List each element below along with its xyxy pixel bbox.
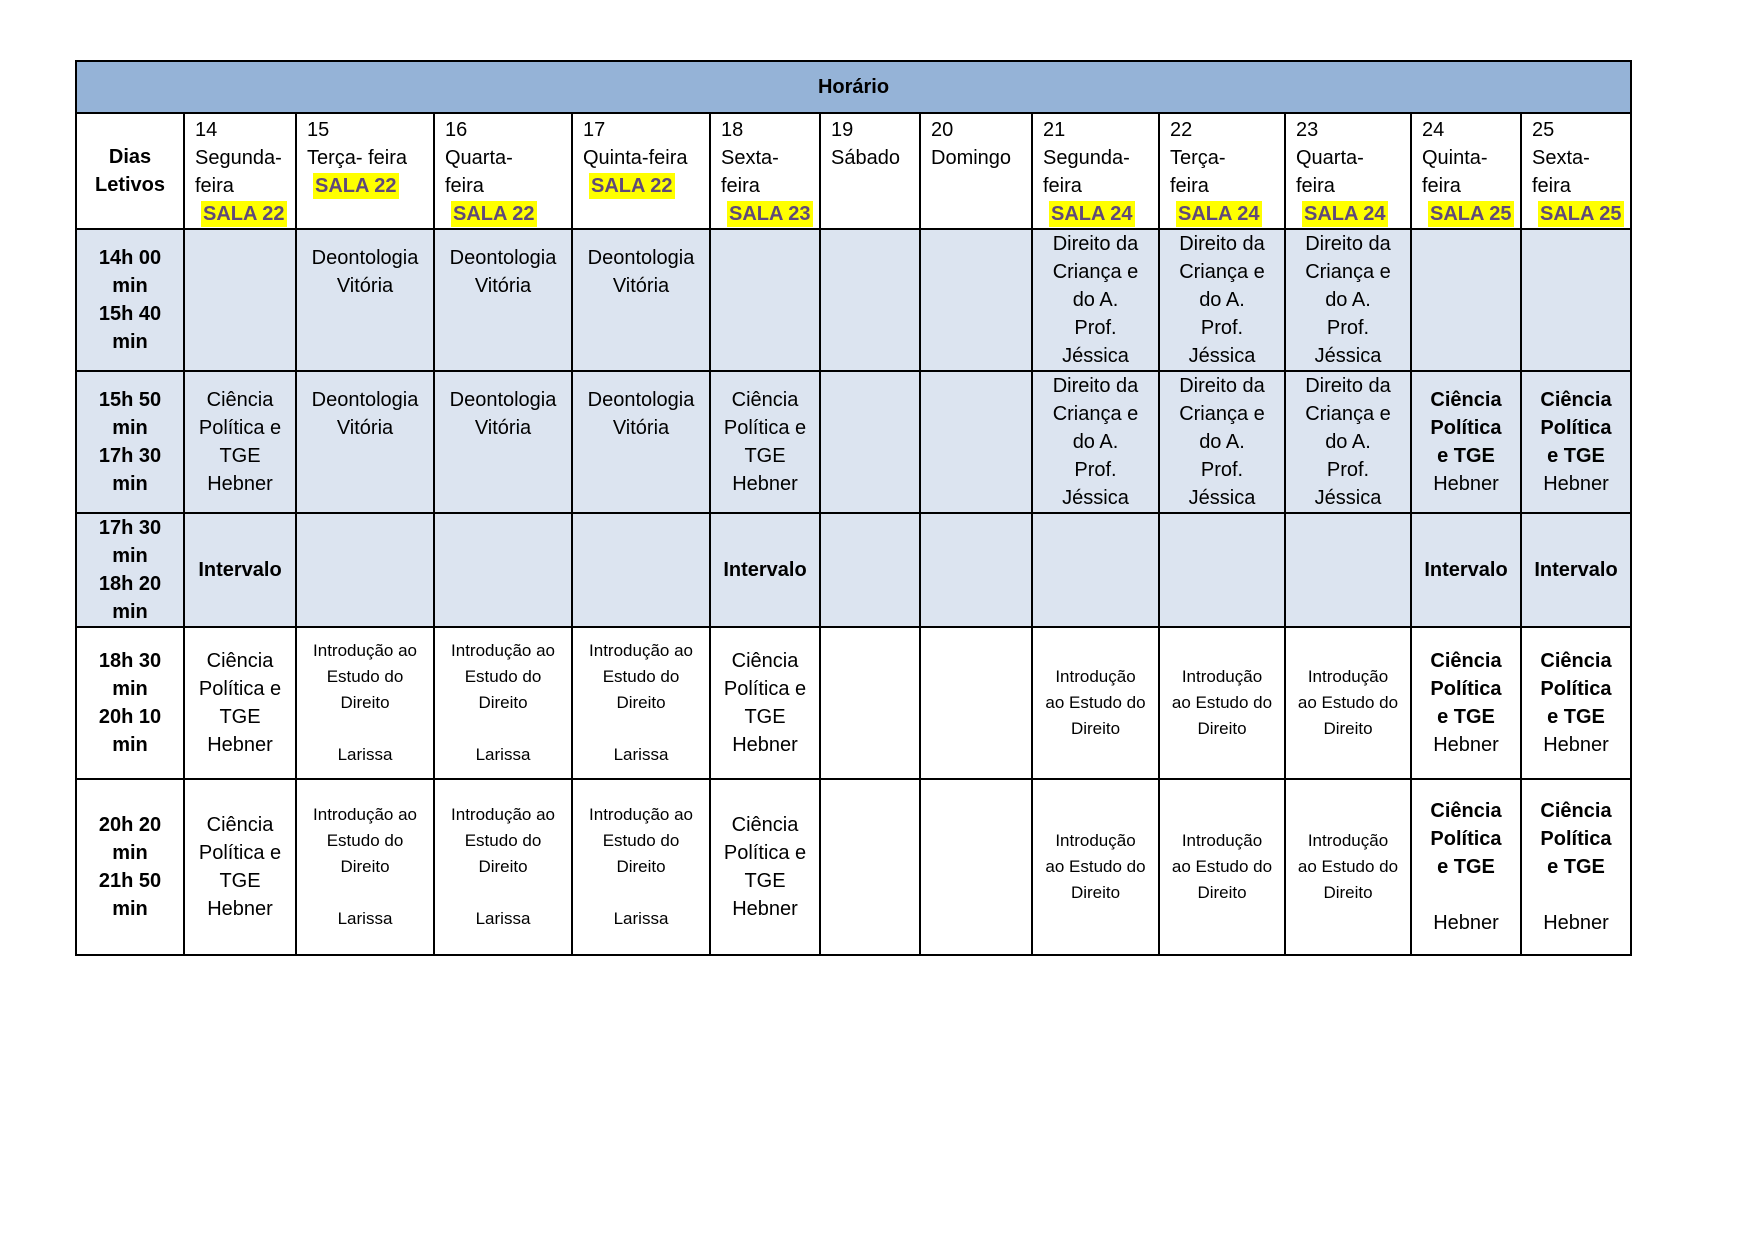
class-cell — [710, 229, 820, 371]
class-cell — [1411, 229, 1521, 371]
room-badge: SALA 24 — [1051, 203, 1133, 225]
class-text: Introdução ao Estudo do Direito — [1045, 831, 1146, 902]
class-cell — [296, 513, 434, 627]
class-cell — [820, 779, 920, 955]
day-header — [296, 113, 434, 229]
class-subject: Intervalo — [1534, 559, 1618, 581]
class-cell — [1521, 779, 1631, 955]
schedule-table — [75, 60, 1632, 956]
class-text: Introdução ao Estudo do Direito Larissa — [313, 805, 417, 928]
day-name: Sexta- feira — [721, 147, 779, 197]
day-number: 15 — [307, 119, 330, 141]
day-number: 21 — [1043, 119, 1066, 141]
class-subject: Ciência Política e TGE — [1430, 800, 1502, 878]
day-name: Sexta- feira — [1532, 147, 1590, 197]
day-number: 20 — [931, 119, 954, 141]
room-badge: SALA 22 — [203, 203, 285, 225]
time-slot-label: 14h 00 min 15h 40 min — [76, 229, 184, 371]
class-cell — [1521, 371, 1631, 513]
class-text: Introdução ao Estudo do Direito Larissa — [451, 641, 555, 764]
class-cell — [1159, 779, 1285, 955]
day-name: Terça- feira — [1170, 147, 1226, 197]
class-cell: Deontologia Vitória — [434, 229, 572, 371]
room-badge: SALA 25 — [1430, 203, 1512, 225]
day-name: Terça- feira — [307, 147, 408, 169]
class-cell: Deontologia Vitória — [296, 371, 434, 513]
class-cell — [920, 229, 1032, 371]
time-slot-label: 18h 30 min 20h 10 min — [76, 627, 184, 779]
class-cell — [1521, 627, 1631, 779]
day-header-row — [76, 113, 1631, 229]
room-badge: SALA 25 — [1540, 203, 1622, 225]
class-subject: Ciência Política e TGE — [1430, 389, 1502, 467]
class-teacher: Hebner — [1433, 734, 1499, 756]
class-cell: Direito da Criança e do A. Prof. Jéssica — [1159, 229, 1285, 371]
day-header — [1032, 113, 1159, 229]
class-subject: Intervalo — [1424, 559, 1508, 581]
class-cell — [820, 371, 920, 513]
class-subject: Ciência Política e TGE — [1430, 650, 1502, 728]
class-cell — [1032, 779, 1159, 955]
day-number: 17 — [583, 119, 606, 141]
class-teacher: Hebner — [1543, 734, 1609, 756]
class-cell: Direito da Criança e do A. Prof. Jéssica — [1285, 371, 1411, 513]
room-badge: SALA 22 — [591, 175, 673, 197]
days-label: Dias Letivos — [76, 113, 184, 229]
class-text: Introdução ao Estudo do Direito — [1171, 831, 1273, 902]
day-number: 14 — [195, 119, 218, 141]
day-header — [920, 113, 1032, 229]
class-cell — [920, 779, 1032, 955]
class-subject: Ciência Política e TGE — [1540, 800, 1612, 878]
class-cell: Deontologia Vitória — [296, 229, 434, 371]
class-cell: Deontologia Vitória — [572, 229, 710, 371]
class-cell — [1285, 779, 1411, 955]
time-slot-row — [76, 779, 1631, 955]
day-header — [184, 113, 296, 229]
class-cell — [1521, 229, 1631, 371]
class-subject: Ciência Política e TGE — [1540, 650, 1612, 728]
class-cell: Direito da Criança e do A. Prof. Jéssica — [1285, 229, 1411, 371]
room-badge: SALA 24 — [1178, 203, 1260, 225]
class-cell — [1032, 627, 1159, 779]
day-header — [710, 113, 820, 229]
class-text: Introdução ao Estudo do Direito Larissa — [313, 641, 417, 764]
day-number: 19 — [831, 119, 854, 141]
class-cell: Ciência Política e TGE Hebner — [184, 779, 296, 955]
day-header — [1411, 113, 1521, 229]
time-slot-row — [76, 627, 1631, 779]
day-header — [434, 113, 572, 229]
day-name: Segunda- feira — [1043, 147, 1130, 197]
day-number: 25 — [1532, 119, 1555, 141]
class-teacher: Hebner — [1433, 473, 1499, 495]
day-name: Quinta- feira — [1422, 147, 1488, 197]
class-cell — [184, 513, 296, 627]
class-cell — [572, 627, 710, 779]
class-cell — [296, 779, 434, 955]
time-slot-label: 15h 50 min 17h 30 min — [76, 371, 184, 513]
room-badge: SALA 23 — [729, 203, 811, 225]
class-cell — [1285, 513, 1411, 627]
class-teacher: Hebner — [1543, 473, 1609, 495]
room-badge: SALA 24 — [1304, 203, 1386, 225]
day-name: Quinta-feira — [583, 147, 688, 169]
class-cell: Ciência Política e TGE Hebner — [710, 371, 820, 513]
class-cell — [1032, 513, 1159, 627]
day-number: 16 — [445, 119, 468, 141]
room-badge: SALA 22 — [453, 203, 535, 225]
class-text: Introdução ao Estudo do Direito — [1045, 667, 1146, 738]
day-name: Segunda- feira — [195, 147, 282, 197]
class-cell: Deontologia Vitória — [434, 371, 572, 513]
time-slot-row — [76, 229, 1631, 371]
day-name: Sábado — [831, 147, 900, 169]
class-cell: Ciência Política e TGE Hebner — [184, 371, 296, 513]
class-cell — [1411, 779, 1521, 955]
day-header — [820, 113, 920, 229]
class-cell — [1411, 627, 1521, 779]
class-cell — [1411, 513, 1521, 627]
class-cell — [184, 229, 296, 371]
day-number: 24 — [1422, 119, 1445, 141]
class-cell — [710, 513, 820, 627]
class-cell — [1521, 513, 1631, 627]
time-slot-row — [76, 513, 1631, 627]
class-text: Introdução ao Estudo do Direito Larissa — [451, 805, 555, 928]
day-header — [1159, 113, 1285, 229]
day-name: Quarta- feira — [1296, 147, 1364, 197]
class-text: Introdução ao Estudo do Direito Larissa — [589, 805, 693, 928]
day-header — [1285, 113, 1411, 229]
class-cell — [1159, 513, 1285, 627]
day-number: 23 — [1296, 119, 1319, 141]
room-badge: SALA 22 — [315, 175, 397, 197]
class-cell: Direito da Criança e do A. Prof. Jéssica — [1032, 229, 1159, 371]
class-cell — [820, 627, 920, 779]
class-subject: Ciência Política e TGE — [1540, 389, 1612, 467]
class-cell: Direito da Criança e do A. Prof. Jéssica — [1159, 371, 1285, 513]
class-cell — [572, 779, 710, 955]
class-subject: Intervalo — [198, 559, 282, 581]
class-cell — [572, 513, 710, 627]
class-text: Introdução ao Estudo do Direito — [1171, 667, 1273, 738]
class-cell: Ciência Política e TGE Hebner — [710, 779, 820, 955]
time-slot-label: 20h 20 min 21h 50 min — [76, 779, 184, 955]
day-name: Quarta- feira — [445, 147, 513, 197]
class-subject: Intervalo — [723, 559, 807, 581]
class-cell — [434, 627, 572, 779]
class-cell: Ciência Política e TGE Hebner — [710, 627, 820, 779]
page-title: Horário — [76, 61, 1631, 113]
day-header — [1521, 113, 1631, 229]
class-cell — [820, 513, 920, 627]
day-header — [572, 113, 710, 229]
class-cell — [1159, 627, 1285, 779]
class-text: Introdução ao Estudo do Direito — [1297, 667, 1399, 738]
class-text: Introdução ao Estudo do Direito Larissa — [589, 641, 693, 764]
class-cell — [1285, 627, 1411, 779]
day-name: Domingo — [931, 147, 1012, 169]
class-cell — [434, 513, 572, 627]
class-cell: Deontologia Vitória — [572, 371, 710, 513]
class-text: Introdução ao Estudo do Direito — [1297, 831, 1399, 902]
class-cell — [296, 627, 434, 779]
class-teacher: Hebner — [1433, 912, 1499, 934]
class-cell — [1411, 371, 1521, 513]
class-teacher: Hebner — [1543, 912, 1609, 934]
class-cell: Ciência Política e TGE Hebner — [184, 627, 296, 779]
day-number: 22 — [1170, 119, 1193, 141]
class-cell — [434, 779, 572, 955]
class-cell — [920, 371, 1032, 513]
class-cell — [920, 513, 1032, 627]
class-cell — [920, 627, 1032, 779]
class-cell — [820, 229, 920, 371]
day-number: 18 — [721, 119, 744, 141]
time-slot-row — [76, 371, 1631, 513]
time-slot-label: 17h 30 min 18h 20 min — [76, 513, 184, 627]
class-cell: Direito da Criança e do A. Prof. Jéssica — [1032, 371, 1159, 513]
